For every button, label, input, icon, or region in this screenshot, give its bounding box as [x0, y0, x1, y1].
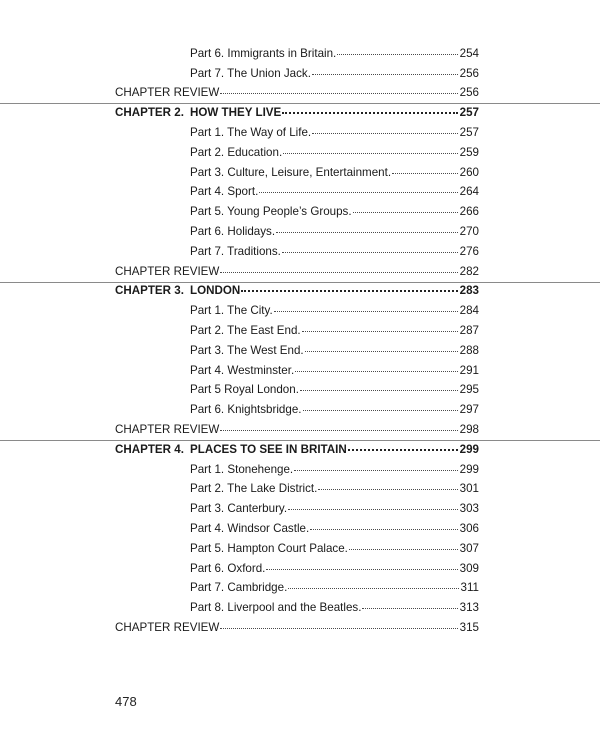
toc-page-number: 276 [459, 244, 479, 258]
toc-entry [190, 403, 479, 417]
toc-entry [190, 146, 479, 160]
toc-part-row [0, 579, 600, 599]
toc-page-number: 266 [459, 205, 479, 219]
dot-leader [288, 587, 458, 589]
toc-entry [190, 47, 479, 61]
toc-entry [190, 383, 479, 397]
toc-chapter-row [0, 103, 600, 123]
chapter-review-label: CHAPTER REVIEW [115, 86, 220, 100]
part-title: Part 1. The Way of Life. [190, 125, 312, 139]
toc-entry [190, 185, 479, 199]
toc-page-number: 309 [459, 561, 479, 575]
toc-entry [190, 482, 479, 496]
dot-leader [288, 508, 458, 510]
dot-leader [220, 92, 457, 94]
toc-review-row [0, 618, 600, 638]
dot-leader [295, 370, 457, 372]
toc-entry [190, 463, 479, 477]
toc-entry [190, 562, 479, 576]
toc-page-number: 288 [459, 343, 479, 357]
toc-page-number: 299 [459, 442, 479, 456]
dot-leader [362, 607, 457, 609]
toc-part-row [0, 44, 600, 64]
toc-entry [190, 245, 479, 259]
dot-leader [303, 409, 458, 411]
dot-leader [310, 528, 457, 530]
toc-page-number: 311 [460, 581, 479, 595]
toc-entry [115, 284, 479, 298]
toc-part-row [0, 381, 600, 401]
toc-entry [190, 225, 479, 239]
part-title: Part 5. Hampton Court Palace. [190, 541, 348, 555]
toc-page-number: 257 [459, 125, 479, 139]
toc-review-row [0, 420, 600, 440]
toc-entry [115, 621, 479, 635]
toc-entry [190, 205, 479, 219]
toc-entry [115, 265, 479, 279]
toc-part-row [0, 163, 600, 183]
toc-page-number: 301 [459, 482, 479, 496]
toc-part-row [0, 598, 600, 618]
dot-leader [220, 627, 457, 629]
toc-part-row [0, 460, 600, 480]
toc-review-row [0, 84, 600, 104]
chapter-number: CHAPTER 4. [115, 442, 184, 456]
toc-page-number: 254 [459, 46, 479, 60]
toc-part-row [0, 480, 600, 500]
part-title: Part 5 Royal London. [190, 383, 299, 397]
dot-leader [282, 251, 458, 253]
chapter-number: CHAPTER 3. [115, 284, 184, 298]
part-title: Part 3. Culture, Leisure, Entertainment. [190, 165, 392, 179]
toc-page-number: 291 [459, 363, 479, 377]
toc-part-row [0, 361, 600, 381]
toc-page-number: 256 [459, 66, 479, 80]
toc-entry [115, 423, 479, 437]
toc-part-row [0, 559, 600, 579]
part-title: Part 3. The West End. [190, 343, 304, 357]
toc-chapter-row [0, 440, 600, 460]
dot-leader [220, 429, 457, 431]
toc-part-row [0, 242, 600, 262]
dot-leader [220, 271, 457, 273]
dot-leader [318, 488, 457, 490]
dot-leader [274, 310, 458, 312]
toc-page-number: 260 [459, 165, 479, 179]
toc-entry [190, 542, 479, 556]
part-title: Part 1. Stonehenge. [190, 462, 294, 476]
toc-entry [190, 364, 479, 378]
part-title: Part 2. The East End. [190, 323, 301, 337]
page-number: 478 [115, 694, 137, 709]
dot-leader [282, 111, 457, 114]
part-title: Part 4. Westminster. [190, 363, 295, 377]
toc-entry [190, 324, 479, 338]
chapter-title: HOW THEY LIVE [190, 106, 282, 120]
part-title: Part 4. Windsor Castle. [190, 521, 310, 535]
chapter-review-label: CHAPTER REVIEW [115, 264, 220, 278]
toc-entry [190, 304, 479, 318]
toc-page-number: 299 [459, 462, 479, 476]
dot-leader [312, 132, 458, 134]
toc-review-row [0, 262, 600, 282]
toc-page-number: 256 [459, 86, 479, 100]
toc-part-row [0, 519, 600, 539]
chapter-title: LONDON [190, 284, 241, 298]
toc-page-number: 284 [459, 304, 479, 318]
toc-page-number: 303 [459, 502, 479, 516]
toc-part-row [0, 123, 600, 143]
part-title: Part 6. Holidays. [190, 224, 276, 238]
toc-entry [190, 502, 479, 516]
part-title: Part 7. Traditions. [190, 244, 281, 258]
part-title: Part 4. Sport. [190, 185, 259, 199]
dot-leader [302, 330, 458, 332]
toc-page-number: 270 [459, 224, 479, 238]
toc-page-number: 297 [459, 403, 479, 417]
dot-leader [312, 73, 458, 75]
toc-part-row [0, 341, 600, 361]
toc-entry [190, 166, 479, 180]
toc-entry [115, 86, 479, 100]
toc-page-number: 315 [459, 620, 479, 634]
toc-entry [190, 601, 479, 615]
toc-page-number: 298 [459, 422, 479, 436]
toc-part-row [0, 222, 600, 242]
toc-entry [190, 581, 479, 595]
toc-page-number: 295 [459, 383, 479, 397]
toc-page-number: 306 [459, 521, 479, 535]
toc-entry [190, 522, 479, 536]
part-title: Part 6. Oxford. [190, 561, 266, 575]
dot-leader [349, 548, 458, 550]
part-title: Part 5. Young People’s Groups. [190, 205, 352, 219]
part-title: Part 2. The Lake District. [190, 482, 318, 496]
dot-leader [276, 231, 458, 233]
part-title: Part 6. Knightsbridge. [190, 403, 302, 417]
dot-leader [300, 389, 458, 391]
toc-page-number: 287 [459, 323, 479, 337]
toc-part-row [0, 143, 600, 163]
toc-page-number: 282 [459, 264, 479, 278]
toc-part-row [0, 499, 600, 519]
dot-leader [348, 448, 458, 451]
toc-chapter-row [0, 282, 600, 302]
toc-part-row [0, 64, 600, 84]
toc-page-number: 283 [459, 284, 479, 298]
dot-leader [294, 469, 458, 471]
chapter-review-label: CHAPTER REVIEW [115, 422, 220, 436]
toc-page-number: 259 [459, 145, 479, 159]
dot-leader [259, 191, 457, 193]
part-title: Part 6. Immigrants in Britain. [190, 46, 337, 60]
toc-page-number: 313 [459, 601, 479, 615]
toc-part-row [0, 183, 600, 203]
toc-part-row [0, 202, 600, 222]
toc-page-number: 307 [459, 541, 479, 555]
chapter-title: PLACES TO SEE IN BRITAIN [190, 442, 347, 456]
dot-leader [392, 172, 458, 174]
part-title: Part 8. Liverpool and the Beatles. [190, 601, 362, 615]
part-title: Part 3. Canterbury. [190, 502, 288, 516]
chapter-number: CHAPTER 2. [115, 106, 184, 120]
dot-leader [283, 152, 457, 154]
toc-page-number: 264 [459, 185, 479, 199]
toc-entry [190, 126, 479, 140]
toc-part-row [0, 321, 600, 341]
toc-part-row [0, 301, 600, 321]
chapter-review-label: CHAPTER REVIEW [115, 620, 220, 634]
part-title: Part 7. Cambridge. [190, 581, 288, 595]
toc-page-number: 257 [459, 106, 479, 120]
dot-leader [337, 53, 457, 55]
dot-leader [266, 568, 457, 570]
toc-part-row [0, 400, 600, 420]
part-title: Part 1. The City. [190, 304, 273, 318]
toc-part-row [0, 539, 600, 559]
toc-entry [190, 67, 479, 81]
part-title: Part 2. Education. [190, 145, 283, 159]
dot-leader [241, 289, 457, 292]
toc-entry [190, 344, 479, 358]
part-title: Part 7. The Union Jack. [190, 66, 311, 80]
toc-entry [115, 106, 479, 120]
dot-leader [353, 211, 458, 213]
dot-leader [305, 350, 458, 352]
table-of-contents [0, 44, 600, 638]
toc-entry [115, 443, 479, 457]
